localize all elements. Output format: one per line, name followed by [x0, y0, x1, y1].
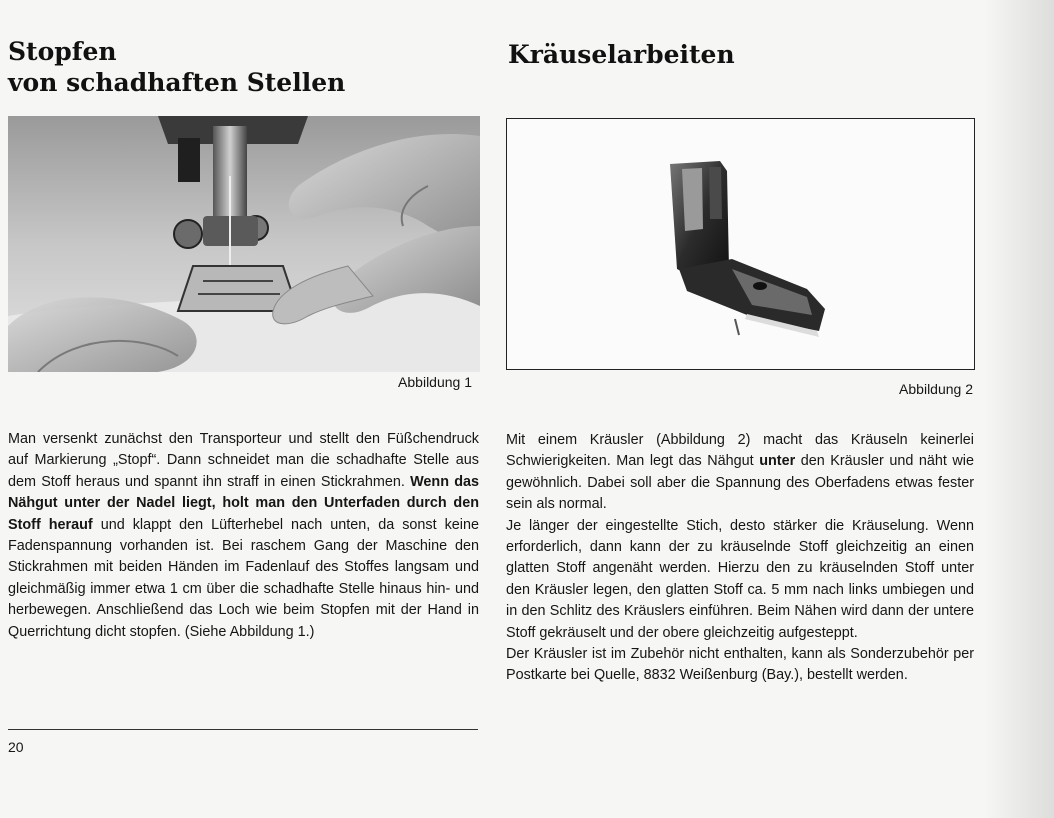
left-title-line-1: Stopfen — [8, 37, 117, 66]
left-section-title — [8, 36, 478, 98]
left-title-line-2: von schadhaften Stellen — [8, 68, 346, 97]
left-text-segment-3: und klappt den Lüfterhebel nach unten, da sonst keine Fadenspannung vorhanden ist. Bei raschem Gang der Maschine den Stickrahmen mit beiden Händen im Fadenlauf des Stoffes langsam und gleichmäßig immer etwa 1 cm über die schadhafte Stelle hinaus hin- und herbewegen. Anschließend das Loch wie beim Stopfen mit der Hand in Querrichtung dicht stopfen. (Siehe Abbildung 1.) — [8, 516, 480, 640]
right-body-text — [506, 430, 974, 687]
right-paragraph-2: Je länger der eingestellte Stich, desto stärker die Kräuselung. Wenn erforderlich, dann kann der zu kräuselnde Stoff gleichzeitig an einen glatten Stoff angenäht werden. Hierzu den zu kräuselnden Stoff unter den Kräusler legen, den glatten Stoff ca. 5 mm nach links umbiegen und in den Schlitz des Kräuslers einführen. Beim Nähen wird dann der untere Stoff gekräuselt und der obere gleichzeitig aufgesteppt. — [506, 517, 974, 641]
right-text-segment-1: Mit einem Kräusler (Abbildung 2) macht das Kräuseln keinerlei Schwierigkeiten. Man legt das Nähgut — [506, 432, 974, 470]
page-number: 20 — [8, 739, 24, 755]
right-paragraph-1 — [506, 430, 974, 516]
ruffler-foot-illustration — [507, 119, 974, 369]
figure-1-photo — [8, 116, 480, 372]
right-text-segment-3: den Kräusler und näht wie gewöhnlich. Dabei soll aber die Spannung des Oberfadens etwas fester sein als normal. — [506, 453, 975, 513]
right-section-title: Kräuselarbeiten — [508, 40, 735, 69]
sewing-darning-illustration — [8, 116, 480, 372]
left-paragraph — [8, 429, 479, 643]
left-text-bold-segment: Wenn das Nähgut unter der Nadel liegt, holt man den Unterfaden durch den Stoff herauf — [8, 473, 480, 533]
left-body-text — [8, 429, 479, 643]
right-paragraph-3: Der Kräusler ist im Zubehör nicht enthalten, kann als Sonderzubehör per Postkarte bei Quelle, 8832 Weißenburg (Bay.), bestellt werden. — [506, 646, 974, 684]
page-edge-shadow — [984, 0, 1054, 818]
right-text-bold-segment: unter — [759, 453, 796, 470]
figure-2-caption: Abbildung 2 — [899, 381, 973, 397]
figure-1-caption: Abbildung 1 — [398, 374, 472, 390]
figure-2-photo — [506, 118, 975, 370]
left-text-segment-1: Man versenkt zunächst den Transporteur und stellt den Füßchendruck auf Markierung „Stopf“. Dann schneidet man die schadhafte Stelle aus dem Stoff heraus und spannt ihn straff in einen Stickrahmen. — [8, 431, 479, 490]
footer-divider — [8, 729, 478, 730]
